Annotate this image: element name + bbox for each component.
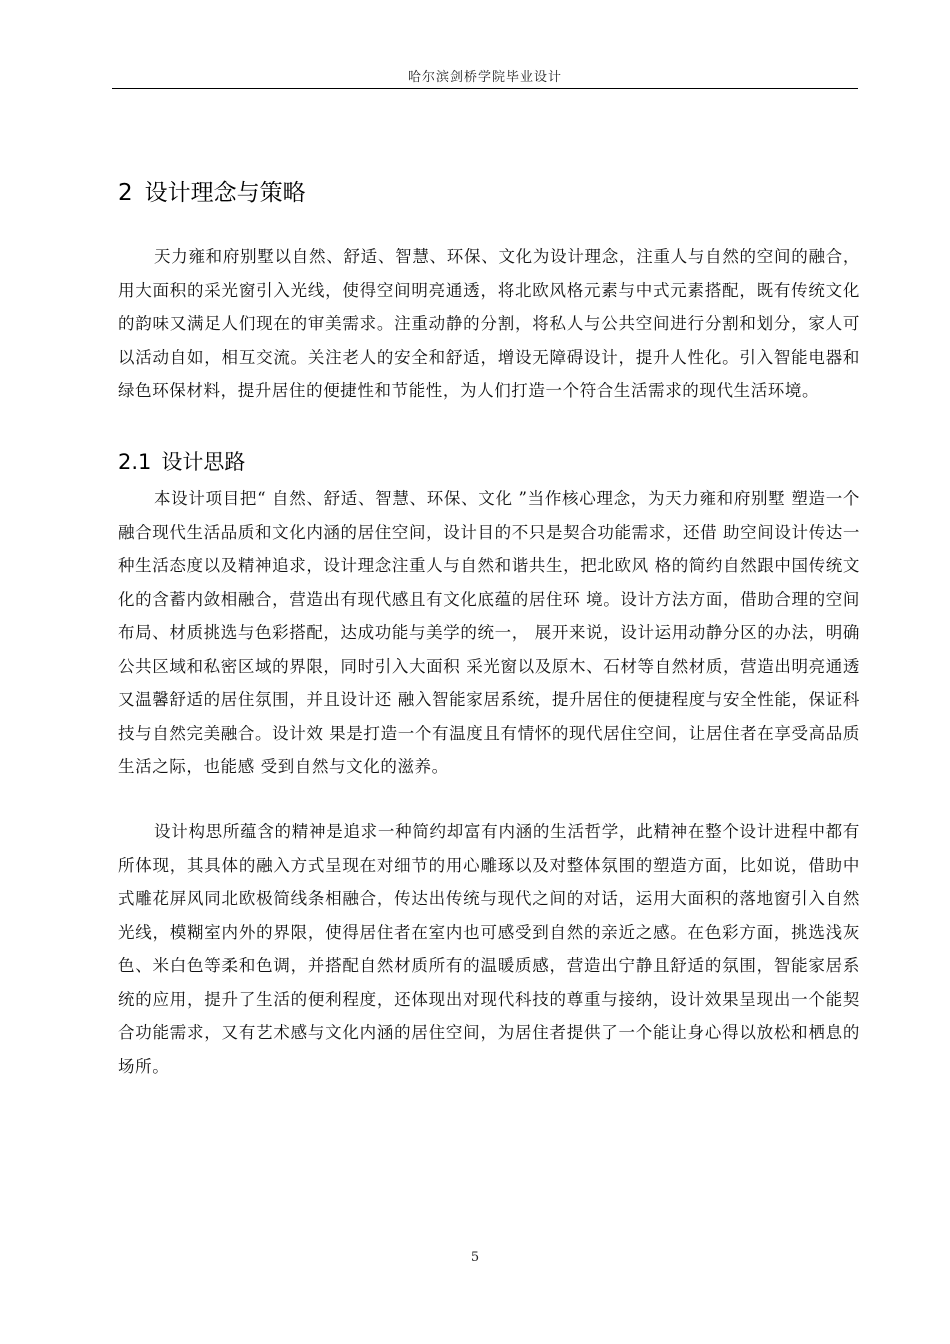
header-title: 哈尔滨剑桥学院毕业设计 [407,70,562,85]
header-rule [112,88,858,89]
section-number: 2 [118,180,133,206]
page-number [0,1250,950,1265]
body-paragraph: 设计构思所蕴含的精神是追求一种简约却富有内涵的生活哲学，此精神在整个设计进程中都有所体现，其具体的融入方式呈现在对细节的用心雕琢以及对整体氛围的塑造方面，比如说，借助中式雕花屏风同北欧极简线条相融合，传达出传统与现代之间的对话，运用大面积的落地窗引入自然光线，模糊室内外的界限，使得居住者在室内也可感受到自然的亲近之感。在色彩方面，挑选浅灰色、米白色等柔和色调，并搭配自然材质所有的温暖质感，营造出宁静且舒适的氛围，智能家居系统的应用，提升了生活的便利程度，还体现出对现代科技的尊重与接纳，设计效果呈现出一个能契合功能需求，又有艺术感与文化内涵的居住空间，为居住者提供了一个能让身心得以放松和栖息的场所。 [118,822,860,1076]
section-heading [118,174,306,207]
section-intro-paragraph: 天力雍和府别墅以自然、舒适、智慧、环保、文化为设计理念，注重人与自然的空间的融合，用大面积的采光窗引入光线，使得空间明亮通透，将北欧风格元素与中式元素搭配，既有传统文化的韵味又满足人们现在的审美需求。注重动静的分割，将私人与公共空间进行分割和划分，家人可以活动自如，相互交流。关注老人的安全和舒适，增设无障碍设计，提升人性化。引入智能电器和绿色环保材料，提升居住的便捷性和节能性，为人们打造一个符合生活需求的现代生活环境。 [118,247,860,400]
body-paragraph: 本设计项目把“ 自然、舒适、智慧、环保、文化 ”当作核心理念，为天力雍和府别墅 塑造一个融合现代生活品质和文化内涵的居住空间，设计目的不只是契合功能需求，还借 助空间设计传达一种生活态度以及精神追求，设计理念注重人与自然和谐共生，把北欧风 格的简约自然跟中国传统文化的含蓄内敛相融合，营造出有现代感且有文化底蕴的居住环 境。设计方法方面，借助合理的空间布局、材质挑选与色彩搭配，达成功能与美学的统一， 展开来说，设计运用动静分区的办法，明确公共区域和私密区域的界限，同时引入大面积 采光窗以及原木、石材等自然材质，营造出明亮通透又温馨舒适的居住氛围，并且设计还 融入智能家居系统，提升居住的便捷程度与安全性能，保证科技与自然完美融合。设计效 果是打造一个有温度且有情怀的现代居住空间，让居住者在享受高品质生活之际，也能感 受到自然与文化的滋养。 [118,489,860,776]
subsection-heading [118,446,245,476]
section-title: 设计理念与策略 [144,180,306,206]
subsection-number: 2.1 [118,450,152,474]
page-number-text: 5 [470,1250,480,1265]
subsection-title: 设计思路 [161,450,246,474]
page-header [112,66,858,85]
